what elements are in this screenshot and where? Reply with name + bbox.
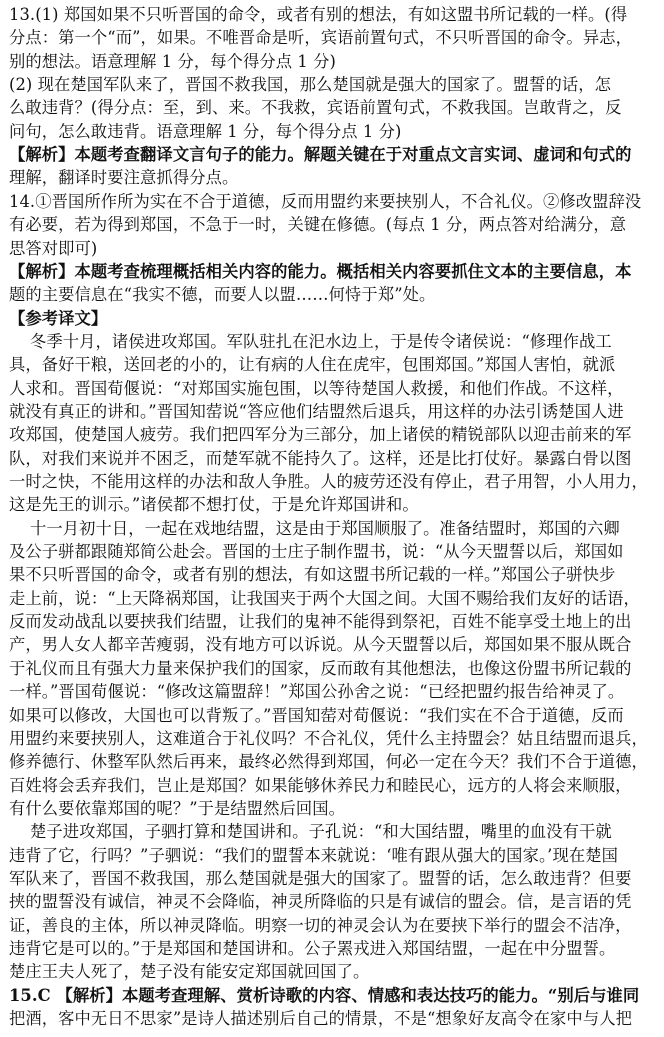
text-line: 挟的盟誓没有诚信，神灵不会降临，神灵所降临的只是有诚信的盟会。信，是言语的凭 — [9, 892, 632, 912]
text-line: 有必要，若为得到郑国，不急于一时，关键在修德。(每点 1 分，两点答对给满分，意 — [9, 215, 627, 235]
text-line: 这是先王的训示。”诸侯都不想打仗，于是允许郑国讲和。 — [9, 495, 419, 515]
text-line: 把酒，客中无日不思家”是诗人描述别后自己的情景，不是“想象好友高令在家中与人把 — [9, 1009, 632, 1029]
text-line: 【解析】本题考查翻译文言句子的能力。解题关键在于对重点文言实词、虚词和句式的 — [9, 145, 632, 165]
text-line: 违背了它，行吗？”子驷说：“我们的盟誓本来就说：‘唯有跟从强大的国家。’现在楚国 — [9, 845, 618, 865]
text-line: 证，善良的主体，所以神灵降临。明察一切的神灵会认为在要挟下举行的盟会不洁净， — [9, 915, 632, 935]
text-line: 【参考译文】 — [9, 308, 108, 328]
text-line: 别的想法。语意理解 1 分，每个得分点 1 分) — [9, 51, 336, 71]
text-line: 走上前，说：“上天降祸郑国，让我国夹于两个大国之间。大国不赐给我们友好的话语， — [9, 588, 640, 608]
text-line: 军队来了，晋国不救我国，那么楚国就是强大的国家了。盟誓的话，怎么敢违背？但要 — [9, 868, 632, 888]
text-line: 冬季十月，诸侯进攻郑国。军队驻扎在汜水边上，于是传令诸侯说：“修理作战工 — [30, 331, 612, 351]
text-line: 违背它是可以的。”于是郑国和楚国讲和。公子罴戎进入郑国结盟，一起在中分盟誓。 — [9, 939, 616, 958]
text-line: 队，对我们来说并不困乏，而楚军就不能持久了。这样，还是比打仗好。暴露白骨以图 — [9, 448, 632, 468]
text-line: 修养德行、休整军队然后再来，最终必然得到郑国，何必一定在今天？我们不合于道德， — [9, 752, 648, 772]
text-line: 十一月初十日，一起在戏地结盟，这是由于郑国顺服了。准备结盟时，郑国的六卿 — [30, 518, 620, 538]
text-line: 一时之快，不能用这样的办法和敌人争胜。人的疲劳还没有停止，君子用智，小人用力， — [9, 472, 648, 491]
text-line: 及公子骈都跟随郑简公赴会。晋国的士庄子制作盟书，说：“从今天盟誓以后，郑国如 — [9, 542, 624, 562]
text-line: 用盟约来要挟别人，这难道合于礼仪吗？不合礼仪，凭什么主持盟会？姑且结盟而退兵， — [9, 728, 648, 748]
text-line: 攻郑国，使楚国人疲劳。我们把四军分为三部分，加上诸侯的精锐部队以迎击前来的军 — [9, 425, 632, 445]
text-line: 么敢违背？(得分点：至，到、来。不我救，宾语前置句式，不救我国。岂敢背之，反 — [9, 98, 622, 118]
text-line: 于礼仪而且有强大力量来保护我们的国家，反而敢有其他想法，也像这份盟书所记载的 — [9, 658, 632, 678]
text-line: 问句，怎么敢违背。语意理解 1 分，每个得分点 1 分) — [9, 121, 402, 141]
text-line: 有什么要依靠郑国的呢？”于是结盟然后回国。 — [9, 798, 346, 818]
text-line: 思答对即可) — [9, 238, 98, 258]
text-line: 理解，翻译时要注意抓得分点。 — [9, 168, 239, 188]
text-line: 百姓将会丢弃我们，岂止是郑国？如果能够休养民力和睦民心，远方的人将会来顺服， — [9, 775, 632, 795]
text-line: 【解析】本题考查梳理概括相关内容的能力。概括相关内容要抓住文本的主要信息，本 — [9, 261, 632, 281]
text-line: 分点：第一个“而”，如果。不唯晋命是听，宾语前置句式，不只听晋国的命令。异志， — [9, 28, 632, 48]
text-line: 14.①晋国所作所为实在不合于道德，反而用盟约来要挟别人，不合礼仪。②修改盟辞没 — [9, 191, 642, 211]
text-line: 如果可以修改，大国也可以背叛了。”晋国知䓨对荀偃说：“我们实在不合于道德，反而 — [9, 705, 624, 725]
text-line: 就没有真正的讲和。”晋国知䓨说“答应他们结盟然后退兵，用这样的办法引诱楚国人进 — [9, 401, 624, 421]
text-line: 15.C 【解析】本题考查理解、赏析诗歌的内容、情感和表达技巧的能力。“别后与谁同 — [9, 985, 640, 1005]
text-line: 反而发动战乱以要挟我们结盟，让我们的鬼神不能得到祭祀，百姓不能享受土地上的出 — [9, 612, 632, 632]
text-line: (2) 现在楚国军队来了，晋国不救我国，那么楚国就是强大的国家了。盟誓的话，怎 — [9, 75, 611, 95]
text-line: 题的主要信息在“我实不德，而要人以盟……何恃于郑”处。 — [9, 285, 436, 305]
text-line: 一样。”晋国荀偃说：“修改这篇盟辞！”郑国公孙舍之说：“已经把盟约报告给神灵了。 — [9, 682, 625, 702]
text-line: 人求和。晋国荀偃说：“对郑国实施包围，以等待楚国人救援，和他们作战。不这样， — [9, 378, 624, 398]
text-line: 具，备好干粮，送回老的小的，让有病的人住在虎牢，包围郑国。”郑国人害怕，就派 — [9, 355, 616, 375]
text-line: 楚子进攻郑国，子驷打算和楚国讲和。子孔说：“和大国结盟，嘴里的血没有干就 — [30, 822, 612, 842]
text-line: 果不只听晋国的命令，或者有别的想法，有如这盟书所记载的一样。”郑国公子骈快步 — [9, 565, 616, 585]
text-line: 13.(1) 郑国如果不只听晋国的命令，或者有别的想法，有如这盟书所记载的一样。(得 — [9, 5, 628, 24]
text-line: 产，男人女人都辛苦瘦弱，没有地方可以诉说。从今天盟誓以后，郑国如果不服从既合 — [9, 635, 632, 655]
text-line: 楚庄王夫人死了，楚子没有能安定郑国就回国了。 — [9, 962, 370, 982]
